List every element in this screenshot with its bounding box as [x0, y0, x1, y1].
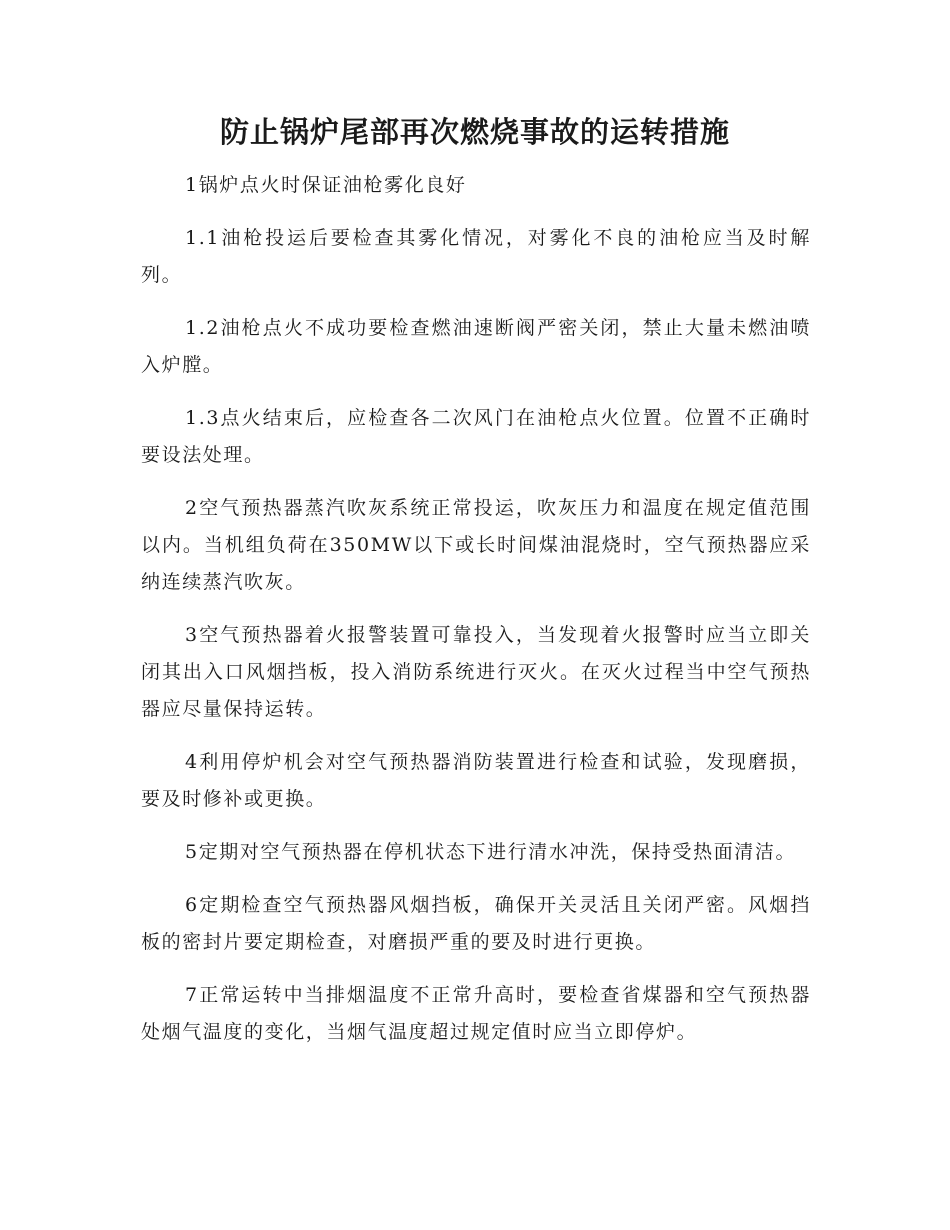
paragraph: 1.2油枪点火不成功要检查燃油速断阀严密关闭，禁止大量未燃油喷入炉膛。: [141, 317, 811, 376]
paragraph: 7正常运转中当排烟温度不正常升高时，要检查省煤器和空气预热器处烟气温度的变化，当烟气温度超过规定值时应当立即停炉。: [141, 984, 811, 1043]
paragraph: 1锅炉点火时保证油枪雾化良好: [185, 174, 467, 196]
paragraph: 6定期检查空气预热器风烟挡板，确保开关灵活且关闭严密。风烟挡板的密封片要定期检查，对磨损严重的要及时进行更换。: [141, 894, 811, 953]
paragraph: 4利用停炉机会对空气预热器消防装置进行检查和试验，发现磨损，要及时修补或更换。: [141, 751, 811, 810]
paragraph: 1.3点火结束后，应检查各二次风门在油枪点火位置。位置不正确时要设法处理。: [141, 407, 811, 466]
paragraph: 5定期对空气预热器在停机状态下进行清水冲洗，保持受热面清洁。: [185, 841, 797, 863]
document-body: [141, 167, 811, 1067]
paragraph: 1.1油枪投运后要检查其雾化情况，对雾化不良的油枪应当及时解列。: [141, 227, 811, 286]
paragraph: 2空气预热器蒸汽吹灰系统正常投运，吹灰压力和温度在规定值范围以内。当机组负荷在350MW以下或长时间煤油混烧时，空气预热器应采纳连续蒸汽吹灰。: [141, 497, 811, 593]
paragraph: 3空气预热器着火报警装置可靠投入，当发现着火报警时应当立即关闭其出入口风烟挡板，投入消防系统进行灭火。在灭火过程当中空气预热器应尽量保持运转。: [141, 624, 811, 720]
document-title: 防止锅炉尾部再次燃烧事故的运转措施: [219, 115, 730, 149]
